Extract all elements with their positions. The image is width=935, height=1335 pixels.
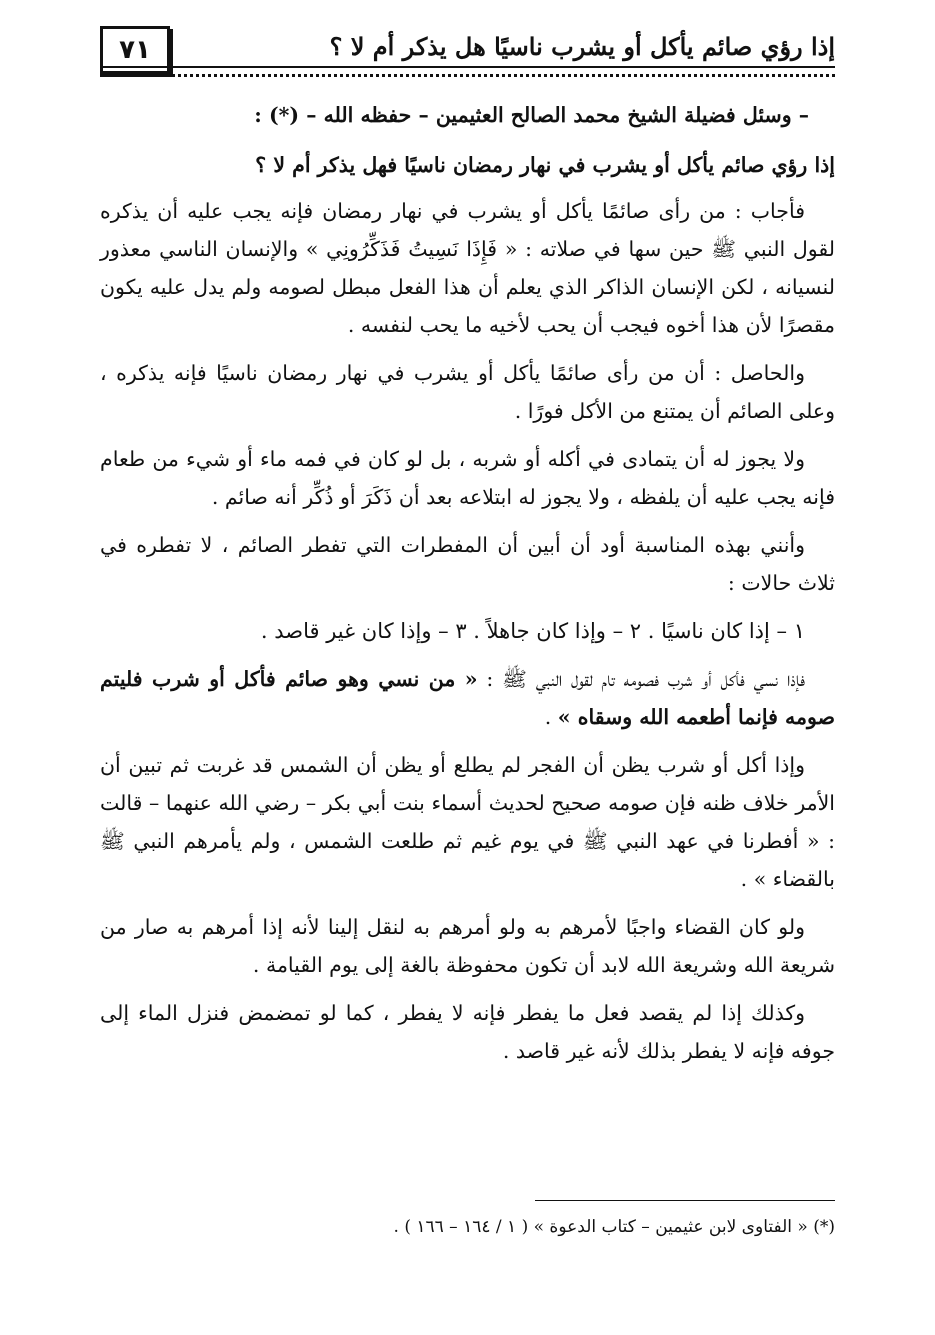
- hadith-quote: « من نسي وهو صائم فأكل أو شرب فليتم صومه فإنما أطعمه الله وسقاه »: [100, 667, 835, 729]
- answer-paragraph-4: وأنني بهذه المناسبة أود أن أبين أن المفطرات التي تفطر الصائم ، لا تفطره في ثلاث حالات :: [100, 533, 835, 595]
- paragraph-5-lead: فإذا نسي فأكل أو شرب فصومه تام لقول النبي ﷺ :: [477, 667, 805, 691]
- answer-paragraph-7: ولو كان القضاء واجبًا لأمرهم به ولو أمرهم به لنقل إلينا لأنه إذا أمرهم به صار من شريعة الله وشريعة الله لابد أن تكون محفوظة بالغة إلى يوم القيامة .: [100, 915, 835, 977]
- page-body: [100, 96, 835, 1080]
- header-rule: [100, 66, 835, 77]
- intro-line: – وسئل فضيلة الشيخ محمد الصالح العثيمين – حفظه الله – (*) :: [254, 103, 809, 127]
- footnote-rule: [535, 1200, 835, 1201]
- page-number: ٧١: [119, 35, 151, 65]
- answer-paragraph-6: وإذا أكل أو شرب يظن أن الفجر لم يطلع أو يظن أن الشمس قد غربت ثم تبين أن الأمر خلاف ظنه فإن صومه صحيح لحديث أسماء بنت أبي بكر – رضي الله عنهما – قالت : « أفطرنا في عهد النبي ﷺ في يوم غيم ثم طلعت الشمس ، ولم يأمرهم النبي ﷺ بالقضاء » .: [100, 753, 835, 891]
- answer-paragraph-2: والحاصل : أن من رأى صائمًا يأكل أو يشرب في نهار رمضان ناسيًا فإنه يذكره ، وعلى الصائم أن يمتنع من الأكل فورًا .: [100, 361, 835, 423]
- running-head-title: إذا رؤي صائم يأكل أو يشرب ناسيًا هل يذكر أم لا ؟: [329, 32, 835, 61]
- answer-paragraph-1: فأجاب : من رأى صائمًا يأكل أو يشرب في نهار رمضان فإنه يجب عليه أن يذكره لقول النبي ﷺ حين سها في صلاته : « فَإِذَا نَسِيتُ فَذَكِّرُونِي » والإنسان الناسي معذور لنسيانه ، لكن الإنسان الذاكر الذي يعلم أن هذا الفعل مبطل لصومه ولم يدل عليه يكون مقصرًا لأن هذا أخوه فيجب أن يحب لأخيه ما يحب لنفسه .: [100, 199, 835, 337]
- paragraph-5-end: .: [544, 705, 558, 729]
- answer-paragraph-5: [100, 660, 835, 736]
- question-text: إذا رؤي صائم يأكل أو يشرب في نهار رمضان ناسيًا فهل يذكر أم لا ؟: [255, 153, 835, 177]
- answer-paragraph-8: وكذلك إذا لم يقصد فعل ما يفطر فإنه لا يفطر ، كما لو تمضمض فنزل الماء إلى جوفه فإنه لا يفطر بذلك لأنه غير قاصد .: [100, 1001, 835, 1063]
- footnote: (*) « الفتاوى لابن عثيمين – كتاب الدعوة » ( ١ / ١٦٤ – ١٦٦ ) .: [393, 1217, 835, 1237]
- answer-paragraph-3: ولا يجوز له أن يتمادى في أكله أو شربه ، بل لو كان في فمه ماء أو شيء من طعام فإنه يجب عليه أن يلفظه ، ولا يجوز له ابتلاعه بعد أن ذَكَرَ أو ذُكِّر أنه صائم .: [100, 447, 835, 509]
- cases-list: ١ – إذا كان ناسيًا . ٢ – وإذا كان جاهلاً . ٣ – وإذا كان غير قاصد .: [260, 619, 805, 643]
